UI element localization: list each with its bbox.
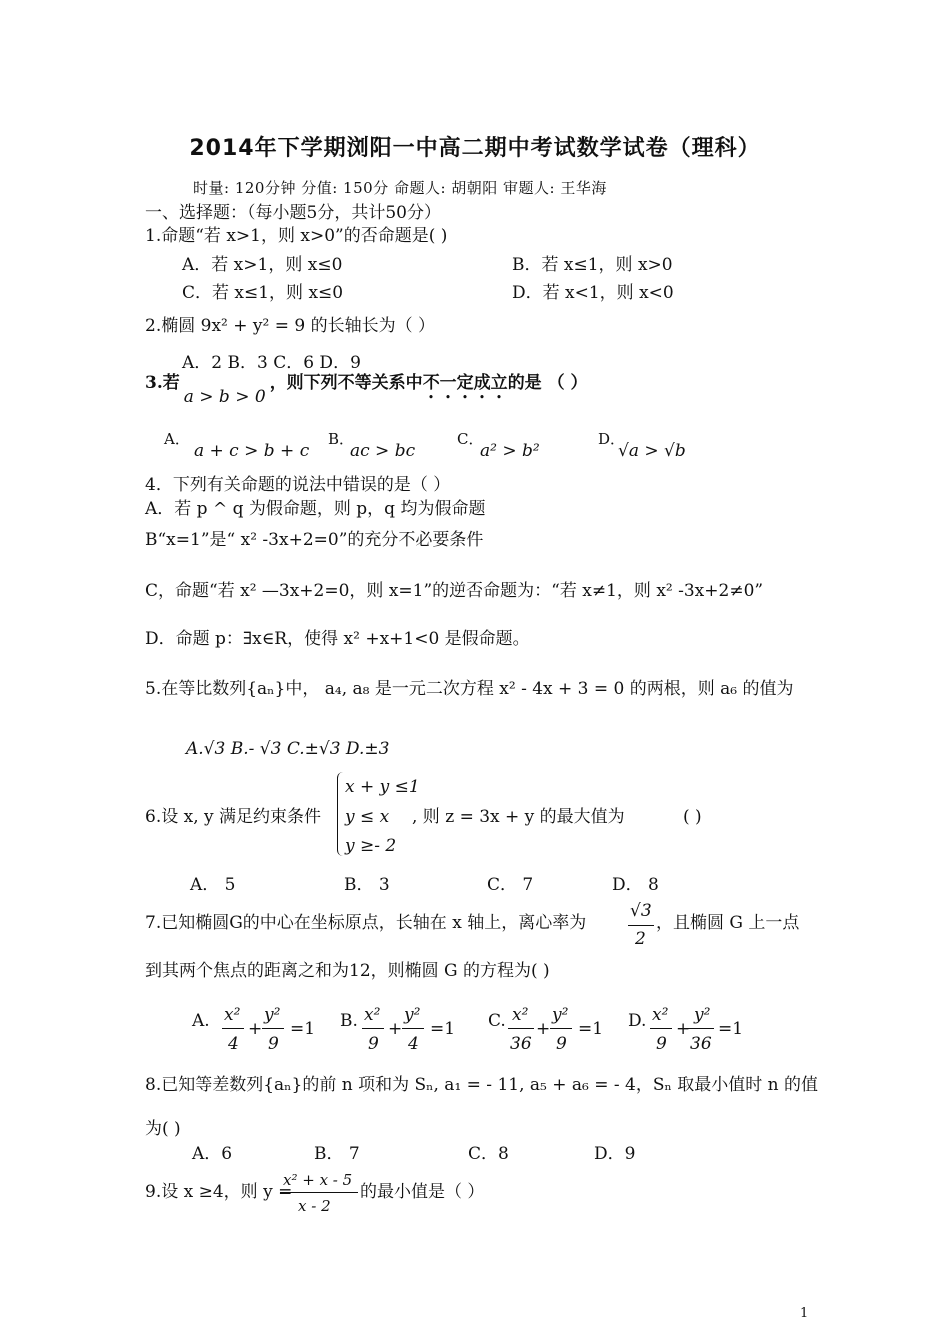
q7-d-den1: 9 [656,1034,667,1054]
q1-stem: 1.命题“若 x>1，则 x>0”的否命题是( ) [145,226,448,246]
q3-option-a: a + c > b + c [194,441,310,461]
q7-b-bar2 [402,1028,424,1029]
q3-prefix: 3.若 [145,373,180,393]
q7-d-num2: y² [694,1005,711,1025]
q3-emphasis: 不一定成立 [422,373,508,393]
q9-prefix: 9.设 x ≥4，则 y = [145,1182,293,1202]
q7-b-eq: =1 [430,1019,456,1039]
q8-line2: 为( ) [145,1119,181,1139]
q8-option-b: B． 7 [314,1144,360,1164]
q6-option-b: B． 3 [344,875,390,895]
exam-meta: 时量: 120分钟 分值: 150分 命题人: 胡朝阳 审题人: 王华海 [193,179,607,197]
q6-option-a: A． 5 [190,875,236,895]
q3-option-b-label: B． [328,430,355,448]
q3-option-a-label: A． [164,430,190,448]
q7-c-eq: =1 [578,1019,604,1039]
q9-denominator: x - 2 [298,1197,331,1215]
q7-b-den2: 4 [408,1034,419,1054]
q4-option-b: B“x=1”是“ x² -3x+2=0”的充分不必要条件 [145,530,484,550]
q4-option-d: D．命题 p：∃x∈R，使得 x² +x+1<0 是假命题。 [145,629,530,649]
q7-option-d-label: D. [628,1011,647,1031]
q3-option-c: a² > b² [480,441,540,461]
q7-b-num2: y² [404,1005,421,1025]
q7-a-num1: x² [224,1005,241,1025]
q7-a-bar1 [222,1028,244,1029]
q7-option-c-label: C. [488,1011,506,1031]
q7-c-bar1 [508,1028,534,1029]
q7-b-num1: x² [364,1005,381,1025]
q6-answer-paren: ( ) [683,807,702,827]
q4-stem: 4．下列有关命题的说法中错误的是（ ） [145,475,451,495]
q6-prefix: 6.设 x, y 满足约束条件 [145,807,322,827]
q7-d-num1: x² [652,1005,669,1025]
q7-option-a-label: A. [192,1011,210,1031]
q5-stem: 5.在等比数列{aₙ}中， a₄, a₈ 是一元二次方程 x² - 4x + 3 = 0 的两根，则 a₆ 的值为 [145,679,794,699]
q8-option-c: C．8 [468,1144,509,1164]
q3-option-d-label: D． [598,430,626,448]
q1-option-b: B．若 x≤1，则 x>0 [512,255,673,275]
q7-a-den1: 4 [228,1034,239,1054]
q3-option-d: √a > √b [618,441,686,461]
q9-numerator: x² + x - 5 [283,1171,353,1189]
q7-d-plus: + [676,1019,691,1039]
page-number: 1 [800,1306,809,1321]
q7-b-den1: 9 [368,1034,379,1054]
q7-eccentricity-denominator: 2 [635,929,646,949]
q7-d-eq: =1 [718,1019,744,1039]
q7-d-den2: 36 [690,1034,712,1054]
q6-constraint-brace [337,772,344,856]
q3-suffix: 的是 （ ） [507,373,588,393]
q7-c-bar2 [550,1028,572,1029]
page-title: 2014年下学期浏阳一中高二期中考试数学试卷（理科） [189,136,761,161]
q7-line2: 到其两个焦点的距离之和为12，则椭圆 G 的方程为( ) [145,961,550,981]
q3-middle: ，则下列不等关系中 [269,373,423,393]
q7-a-eq: =1 [290,1019,316,1039]
q7-c-den2: 9 [556,1034,567,1054]
q7-a-num2: y² [264,1005,281,1025]
q1-option-c: C．若 x≤1，则 x≤0 [182,283,344,303]
q2-stem: 2.椭圆 9x² + y² = 9 的长轴长为（ ） [145,316,435,336]
q8-option-d: D．9 [594,1144,636,1164]
q6-constraint-2: y ≤ x [345,807,390,827]
q1-option-d: D．若 x<1，则 x<0 [512,283,674,303]
q8-line1: 8.已知等差数列{aₙ}的前 n 项和为 Sₙ, a₁ = - 11, a₅ + a₆ = - 4，Sₙ 取最小值时 n 的值 [145,1075,819,1095]
q7-option-b-label: B. [340,1011,358,1031]
q4-option-a: A．若 p ^ q 为假命题，则 p，q 均为假命题 [145,499,486,519]
q7-a-plus: + [248,1019,263,1039]
q8-option-a: A．6 [192,1144,233,1164]
q7-c-plus: + [536,1019,551,1039]
q7-c-den1: 36 [510,1034,532,1054]
q6-option-c: C． 7 [487,875,534,895]
q1-option-a: A．若 x>1，则 x≤0 [182,255,343,275]
q3-option-b: ac > bc [350,441,416,461]
q5-options: A.√3 B.- √3 C.±√3 D.±3 [186,739,390,759]
section-heading: 一、选择题：（每小题5分，共计50分） [145,203,441,223]
q7-d-bar1 [650,1028,672,1029]
q6-constraint-1: x + y ≤1 [345,777,420,797]
q9-suffix: 的最小值是（ ） [360,1182,485,1202]
q6-option-d: D． 8 [612,875,659,895]
q7-b-bar1 [362,1028,384,1029]
q7-c-num1: x² [512,1005,529,1025]
q9-fraction-bar [280,1192,358,1193]
q3-option-c-label: C． [457,430,484,448]
q3-stem [145,372,588,407]
q7-fraction-bar [628,925,654,926]
q7-line1: 7.已知椭圆G的中心在坐标原点，长轴在 x 轴上，离心率为 [145,913,587,933]
q6-constraint-3: y ≥- 2 [345,836,397,856]
q7-a-bar2 [262,1028,284,1029]
q4-option-c: C，命题“若 x² —3x+2=0，则 x=1”的逆否命题为：“若 x≠1，则 x² -3x+2≠0” [145,581,764,601]
q7-line1-end: ，且椭圆 G 上一点 [656,913,800,933]
q6-suffix: , 则 z = 3x + y 的最大值为 [412,807,625,827]
q3-condition: a > b > 0 [183,387,266,407]
q7-d-bar2 [688,1028,714,1029]
q7-b-plus: + [388,1019,403,1039]
q7-a-den2: 9 [268,1034,279,1054]
q7-eccentricity-numerator: √3 [630,901,652,921]
q2-options: A．2 B．3 C．6 D．9 [182,353,361,373]
q7-c-num2: y² [552,1005,569,1025]
